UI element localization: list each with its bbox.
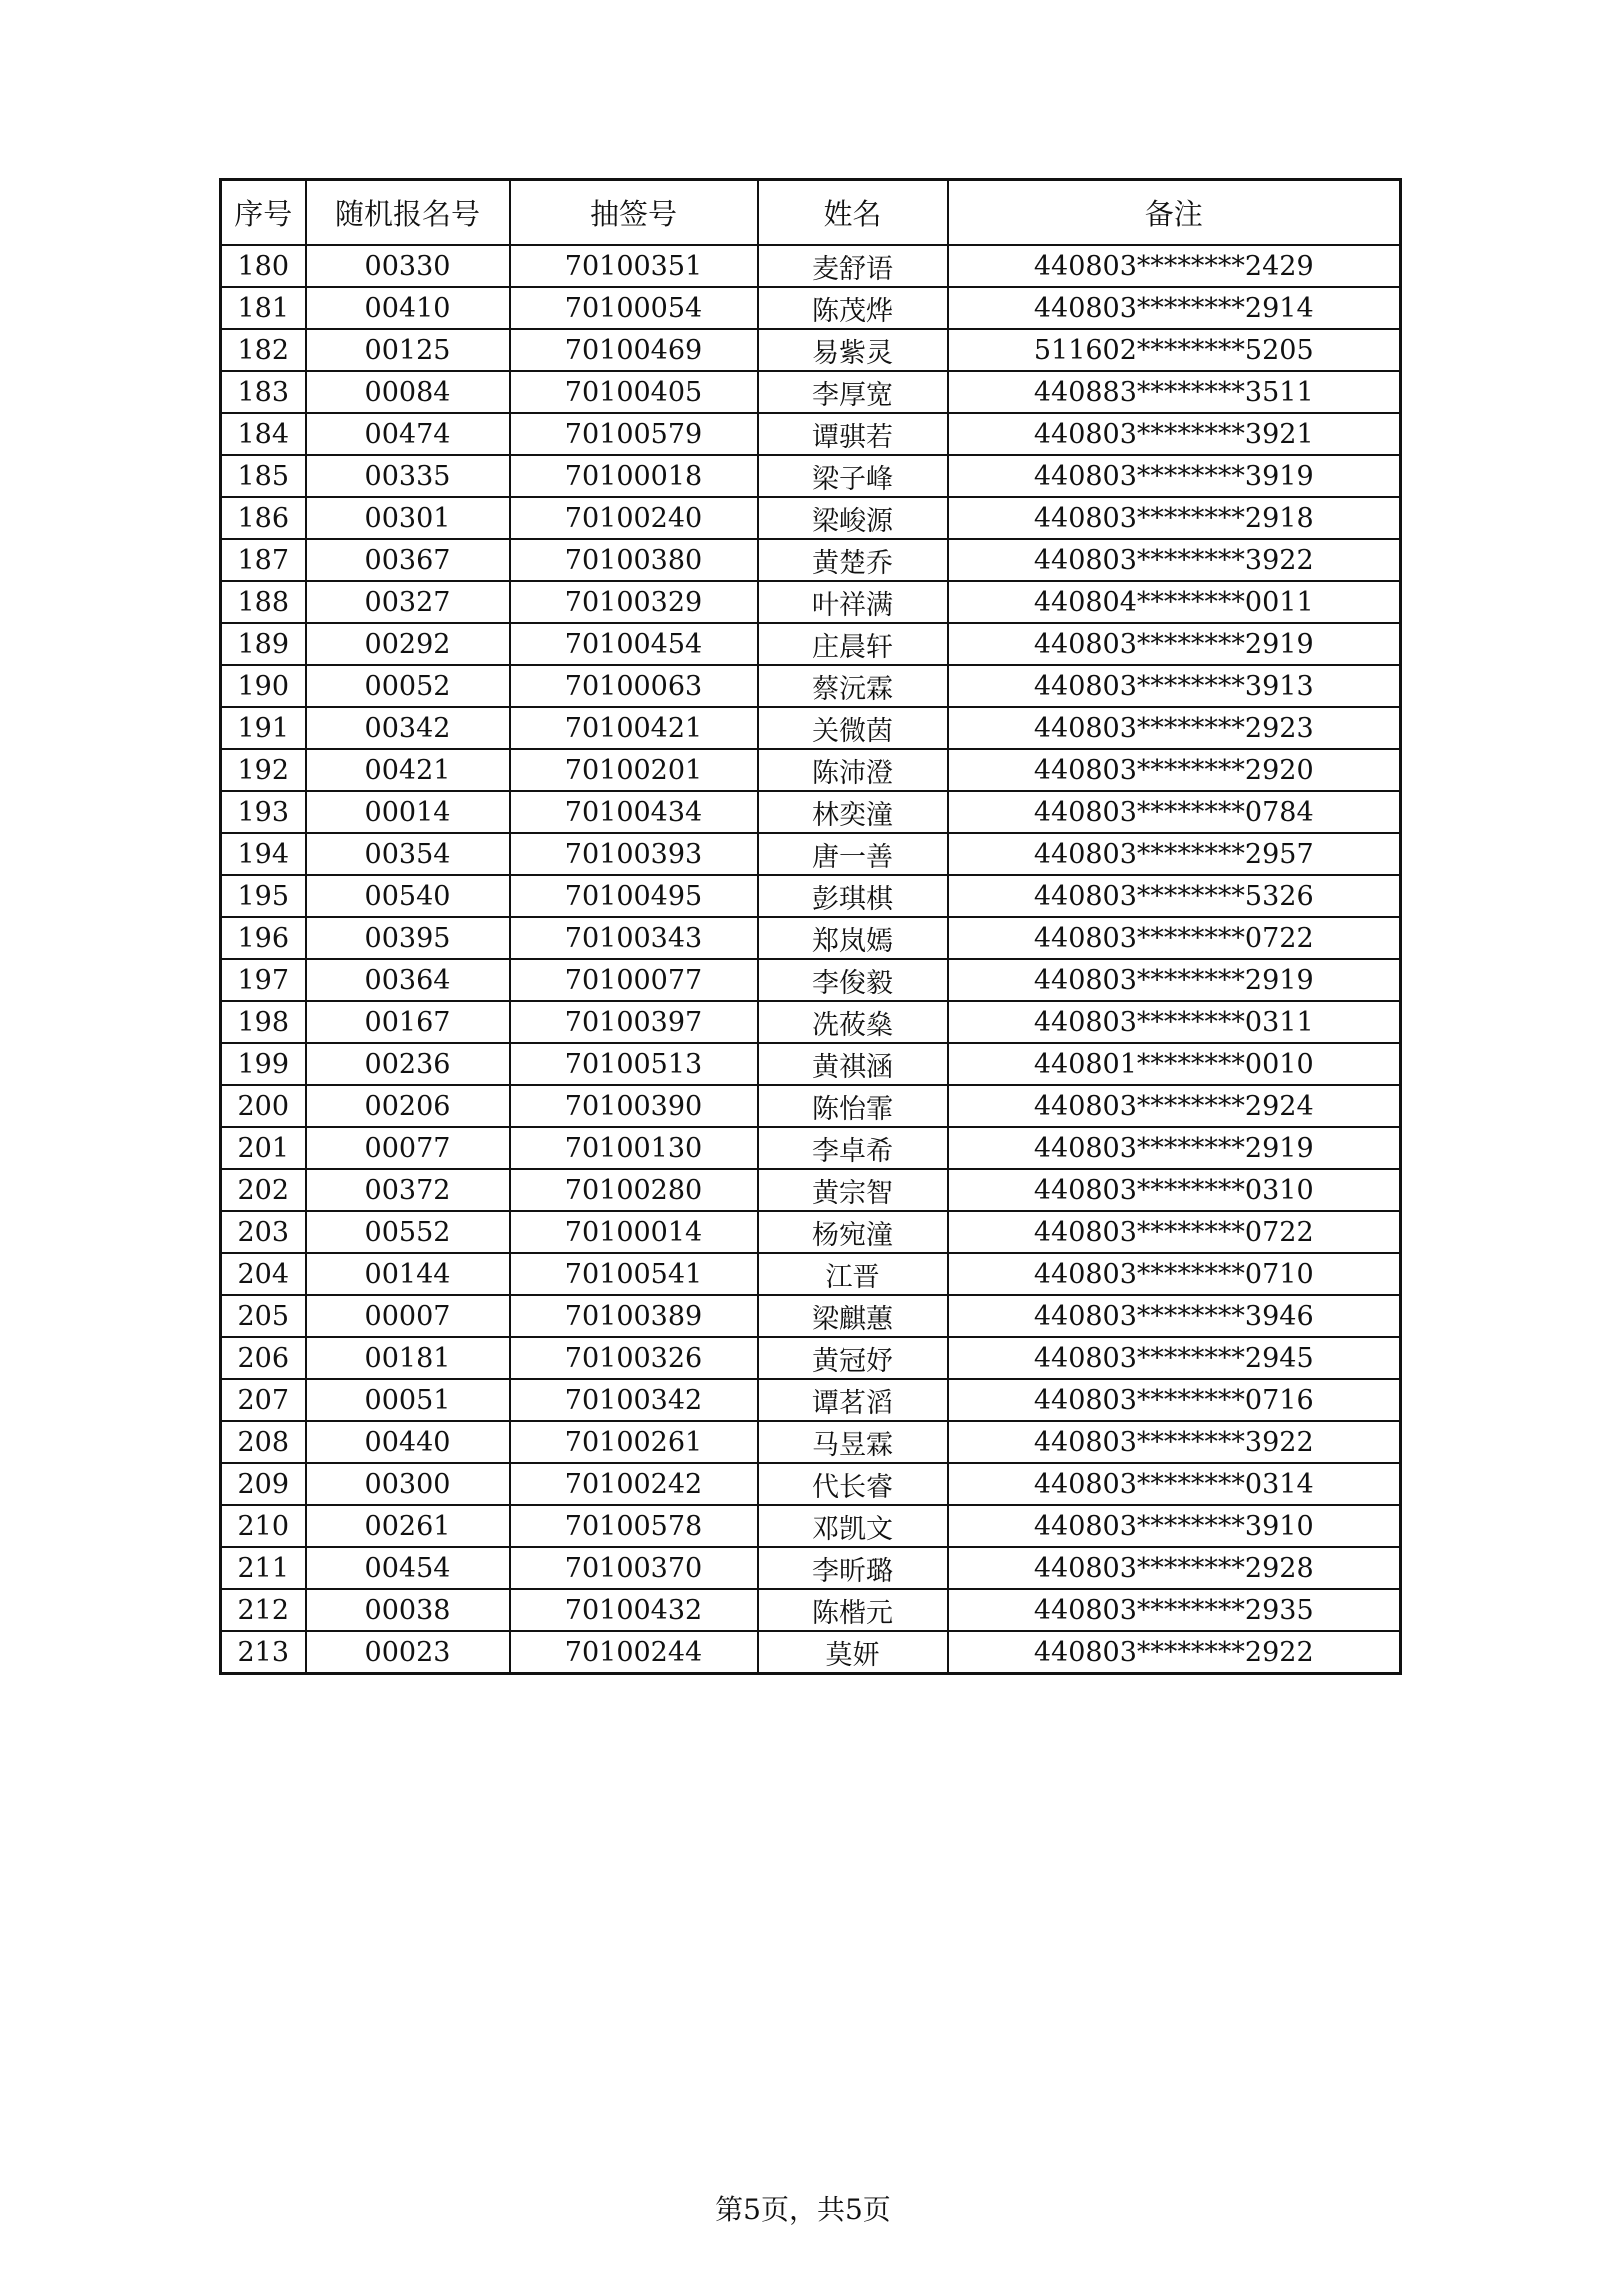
table-row <box>221 707 1401 749</box>
cell-remarks: 440803********2924 <box>948 1085 1401 1127</box>
cell-random-registration-no: 00372 <box>306 1169 510 1211</box>
cell-lottery-no: 70100130 <box>510 1127 758 1169</box>
cell-index: 180 <box>221 245 306 287</box>
table-row <box>221 749 1401 791</box>
cell-name: 庄晨轩 <box>758 623 948 665</box>
cell-index: 203 <box>221 1211 306 1253</box>
cell-remarks: 440803********3919 <box>948 455 1401 497</box>
cell-random-registration-no: 00167 <box>306 1001 510 1043</box>
cell-remarks: 440803********2919 <box>948 623 1401 665</box>
table-row <box>221 833 1401 875</box>
table-row <box>221 371 1401 413</box>
cell-name: 彭琪棋 <box>758 875 948 917</box>
cell-random-registration-no: 00261 <box>306 1505 510 1547</box>
table-row <box>221 1085 1401 1127</box>
cell-random-registration-no: 00300 <box>306 1463 510 1505</box>
table-row <box>221 455 1401 497</box>
cell-name: 梁峻源 <box>758 497 948 539</box>
cell-index: 211 <box>221 1547 306 1589</box>
cell-lottery-no: 70100242 <box>510 1463 758 1505</box>
cell-remarks: 440803********2945 <box>948 1337 1401 1379</box>
cell-index: 195 <box>221 875 306 917</box>
cell-remarks: 440803********0784 <box>948 791 1401 833</box>
cell-name: 李俊毅 <box>758 959 948 1001</box>
table-row <box>221 665 1401 707</box>
cell-random-registration-no: 00364 <box>306 959 510 1001</box>
table-row <box>221 1631 1401 1674</box>
cell-lottery-no: 70100342 <box>510 1379 758 1421</box>
table-row <box>221 1463 1401 1505</box>
cell-remarks: 440803********0314 <box>948 1463 1401 1505</box>
cell-lottery-no: 70100397 <box>510 1001 758 1043</box>
cell-random-registration-no: 00077 <box>306 1127 510 1169</box>
cell-index: 206 <box>221 1337 306 1379</box>
cell-lottery-no: 70100077 <box>510 959 758 1001</box>
cell-remarks: 440801********0010 <box>948 1043 1401 1085</box>
cell-lottery-no: 70100578 <box>510 1505 758 1547</box>
cell-remarks: 440803********2919 <box>948 959 1401 1001</box>
cell-name: 邓凯文 <box>758 1505 948 1547</box>
cell-name: 郑岚嫣 <box>758 917 948 959</box>
cell-random-registration-no: 00552 <box>306 1211 510 1253</box>
cell-index: 181 <box>221 287 306 329</box>
table-row <box>221 623 1401 665</box>
table-header-row <box>221 180 1401 246</box>
cell-lottery-no: 70100018 <box>510 455 758 497</box>
cell-index: 205 <box>221 1295 306 1337</box>
cell-name: 代长睿 <box>758 1463 948 1505</box>
cell-remarks: 440803********3910 <box>948 1505 1401 1547</box>
table-row <box>221 1547 1401 1589</box>
cell-name: 林奕潼 <box>758 791 948 833</box>
cell-remarks: 440803********3946 <box>948 1295 1401 1337</box>
table-row <box>221 581 1401 623</box>
cell-index: 212 <box>221 1589 306 1631</box>
cell-random-registration-no: 00301 <box>306 497 510 539</box>
cell-index: 194 <box>221 833 306 875</box>
cell-lottery-no: 70100432 <box>510 1589 758 1631</box>
cell-index: 183 <box>221 371 306 413</box>
cell-lottery-no: 70100063 <box>510 665 758 707</box>
table-row <box>221 1043 1401 1085</box>
cell-name: 冼莜燊 <box>758 1001 948 1043</box>
cell-index: 196 <box>221 917 306 959</box>
cell-index: 213 <box>221 1631 306 1674</box>
cell-remarks: 440803********3922 <box>948 1421 1401 1463</box>
cell-remarks: 440803********5326 <box>948 875 1401 917</box>
cell-lottery-no: 70100495 <box>510 875 758 917</box>
table-row <box>221 875 1401 917</box>
table-row <box>221 1589 1401 1631</box>
table-row <box>221 1169 1401 1211</box>
cell-index: 209 <box>221 1463 306 1505</box>
cell-lottery-no: 70100014 <box>510 1211 758 1253</box>
cell-lottery-no: 70100469 <box>510 329 758 371</box>
cell-random-registration-no: 00330 <box>306 245 510 287</box>
cell-remarks: 440803********2920 <box>948 749 1401 791</box>
cell-name: 蔡沅霖 <box>758 665 948 707</box>
cell-lottery-no: 70100579 <box>510 413 758 455</box>
cell-name: 叶祥满 <box>758 581 948 623</box>
cell-name: 易紫灵 <box>758 329 948 371</box>
cell-random-registration-no: 00367 <box>306 539 510 581</box>
cell-index: 185 <box>221 455 306 497</box>
table-body <box>221 245 1401 1674</box>
cell-remarks: 440803********2923 <box>948 707 1401 749</box>
header-remarks: 备注 <box>948 180 1401 246</box>
cell-random-registration-no: 00454 <box>306 1547 510 1589</box>
cell-name: 杨宛潼 <box>758 1211 948 1253</box>
cell-index: 192 <box>221 749 306 791</box>
cell-lottery-no: 70100201 <box>510 749 758 791</box>
cell-random-registration-no: 00052 <box>306 665 510 707</box>
table-row <box>221 413 1401 455</box>
header-index: 序号 <box>221 180 306 246</box>
cell-lottery-no: 70100351 <box>510 245 758 287</box>
cell-random-registration-no: 00395 <box>306 917 510 959</box>
cell-index: 197 <box>221 959 306 1001</box>
cell-name: 李卓希 <box>758 1127 948 1169</box>
cell-random-registration-no: 00023 <box>306 1631 510 1674</box>
cell-index: 210 <box>221 1505 306 1547</box>
cell-name: 梁麒蕙 <box>758 1295 948 1337</box>
cell-random-registration-no: 00007 <box>306 1295 510 1337</box>
page-number: 第5页，共5页 <box>715 2193 891 2226</box>
cell-index: 207 <box>221 1379 306 1421</box>
cell-random-registration-no: 00440 <box>306 1421 510 1463</box>
table-row <box>221 287 1401 329</box>
cell-name: 黄楚乔 <box>758 539 948 581</box>
roster-table <box>219 178 1402 1675</box>
cell-remarks: 440803********2914 <box>948 287 1401 329</box>
cell-remarks: 440803********0716 <box>948 1379 1401 1421</box>
cell-remarks: 440803********0311 <box>948 1001 1401 1043</box>
cell-index: 182 <box>221 329 306 371</box>
cell-index: 193 <box>221 791 306 833</box>
cell-index: 204 <box>221 1253 306 1295</box>
cell-remarks: 440803********3913 <box>948 665 1401 707</box>
cell-random-registration-no: 00014 <box>306 791 510 833</box>
cell-name: 唐一善 <box>758 833 948 875</box>
table-row <box>221 791 1401 833</box>
cell-random-registration-no: 00051 <box>306 1379 510 1421</box>
cell-remarks: 440883********3511 <box>948 371 1401 413</box>
table-row <box>221 1421 1401 1463</box>
cell-name: 莫妍 <box>758 1631 948 1674</box>
cell-index: 186 <box>221 497 306 539</box>
cell-name: 关微茵 <box>758 707 948 749</box>
roster-table-container <box>219 178 1399 1675</box>
table-row <box>221 1211 1401 1253</box>
cell-remarks: 440803********2935 <box>948 1589 1401 1631</box>
cell-lottery-no: 70100343 <box>510 917 758 959</box>
cell-name: 黄宗智 <box>758 1169 948 1211</box>
cell-lottery-no: 70100421 <box>510 707 758 749</box>
cell-random-registration-no: 00236 <box>306 1043 510 1085</box>
header-lottery-no: 抽签号 <box>510 180 758 246</box>
cell-index: 189 <box>221 623 306 665</box>
table-row <box>221 245 1401 287</box>
cell-random-registration-no: 00292 <box>306 623 510 665</box>
cell-name: 谭茗滔 <box>758 1379 948 1421</box>
header-name: 姓名 <box>758 180 948 246</box>
cell-random-registration-no: 00342 <box>306 707 510 749</box>
table-row <box>221 1295 1401 1337</box>
cell-remarks: 440804********0011 <box>948 581 1401 623</box>
cell-random-registration-no: 00335 <box>306 455 510 497</box>
cell-lottery-no: 70100541 <box>510 1253 758 1295</box>
cell-name: 马昱霖 <box>758 1421 948 1463</box>
cell-random-registration-no: 00125 <box>306 329 510 371</box>
cell-index: 201 <box>221 1127 306 1169</box>
table-row <box>221 1379 1401 1421</box>
cell-index: 190 <box>221 665 306 707</box>
cell-name: 李厚宽 <box>758 371 948 413</box>
cell-random-registration-no: 00038 <box>306 1589 510 1631</box>
cell-name: 陈楷元 <box>758 1589 948 1631</box>
table-row <box>221 1001 1401 1043</box>
cell-random-registration-no: 00206 <box>306 1085 510 1127</box>
cell-index: 208 <box>221 1421 306 1463</box>
cell-remarks: 440803********2957 <box>948 833 1401 875</box>
cell-lottery-no: 70100434 <box>510 791 758 833</box>
cell-name: 陈沛澄 <box>758 749 948 791</box>
cell-random-registration-no: 00354 <box>306 833 510 875</box>
table-row <box>221 539 1401 581</box>
cell-remarks: 440803********2928 <box>948 1547 1401 1589</box>
cell-lottery-no: 70100380 <box>510 539 758 581</box>
cell-random-registration-no: 00144 <box>306 1253 510 1295</box>
cell-lottery-no: 70100280 <box>510 1169 758 1211</box>
cell-name: 陈怡霏 <box>758 1085 948 1127</box>
cell-remarks: 440803********0722 <box>948 917 1401 959</box>
cell-index: 200 <box>221 1085 306 1127</box>
table-row <box>221 329 1401 371</box>
cell-name: 黄冠妤 <box>758 1337 948 1379</box>
cell-name: 江晋 <box>758 1253 948 1295</box>
cell-remarks: 511602********5205 <box>948 329 1401 371</box>
header-random-registration-no: 随机报名号 <box>306 180 510 246</box>
cell-name: 谭骐若 <box>758 413 948 455</box>
cell-index: 188 <box>221 581 306 623</box>
cell-lottery-no: 70100405 <box>510 371 758 413</box>
cell-lottery-no: 70100390 <box>510 1085 758 1127</box>
cell-lottery-no: 70100389 <box>510 1295 758 1337</box>
cell-index: 191 <box>221 707 306 749</box>
cell-lottery-no: 70100240 <box>510 497 758 539</box>
cell-lottery-no: 70100329 <box>510 581 758 623</box>
cell-lottery-no: 70100261 <box>510 1421 758 1463</box>
cell-remarks: 440803********0310 <box>948 1169 1401 1211</box>
cell-name: 黄祺涵 <box>758 1043 948 1085</box>
cell-random-registration-no: 00474 <box>306 413 510 455</box>
cell-remarks: 440803********2918 <box>948 497 1401 539</box>
cell-remarks: 440803********2429 <box>948 245 1401 287</box>
cell-index: 199 <box>221 1043 306 1085</box>
cell-name: 陈茂烨 <box>758 287 948 329</box>
cell-lottery-no: 70100326 <box>510 1337 758 1379</box>
cell-lottery-no: 70100513 <box>510 1043 758 1085</box>
cell-lottery-no: 70100393 <box>510 833 758 875</box>
cell-lottery-no: 70100370 <box>510 1547 758 1589</box>
cell-name: 梁子峰 <box>758 455 948 497</box>
cell-lottery-no: 70100454 <box>510 623 758 665</box>
table-row <box>221 1253 1401 1295</box>
table-row <box>221 1337 1401 1379</box>
table-row <box>221 959 1401 1001</box>
cell-random-registration-no: 00327 <box>306 581 510 623</box>
cell-remarks: 440803********3922 <box>948 539 1401 581</box>
table-row <box>221 497 1401 539</box>
cell-index: 184 <box>221 413 306 455</box>
cell-remarks: 440803********3921 <box>948 413 1401 455</box>
cell-index: 202 <box>221 1169 306 1211</box>
cell-random-registration-no: 00410 <box>306 287 510 329</box>
cell-remarks: 440803********0722 <box>948 1211 1401 1253</box>
table-row <box>221 1127 1401 1169</box>
cell-remarks: 440803********2919 <box>948 1127 1401 1169</box>
cell-random-registration-no: 00540 <box>306 875 510 917</box>
table-row <box>221 1505 1401 1547</box>
cell-name: 李昕璐 <box>758 1547 948 1589</box>
cell-random-registration-no: 00181 <box>306 1337 510 1379</box>
cell-random-registration-no: 00421 <box>306 749 510 791</box>
table-row <box>221 917 1401 959</box>
cell-lottery-no: 70100244 <box>510 1631 758 1674</box>
cell-index: 198 <box>221 1001 306 1043</box>
cell-index: 187 <box>221 539 306 581</box>
cell-lottery-no: 70100054 <box>510 287 758 329</box>
cell-remarks: 440803********0710 <box>948 1253 1401 1295</box>
cell-random-registration-no: 00084 <box>306 371 510 413</box>
cell-name: 麦舒语 <box>758 245 948 287</box>
cell-remarks: 440803********2922 <box>948 1631 1401 1674</box>
